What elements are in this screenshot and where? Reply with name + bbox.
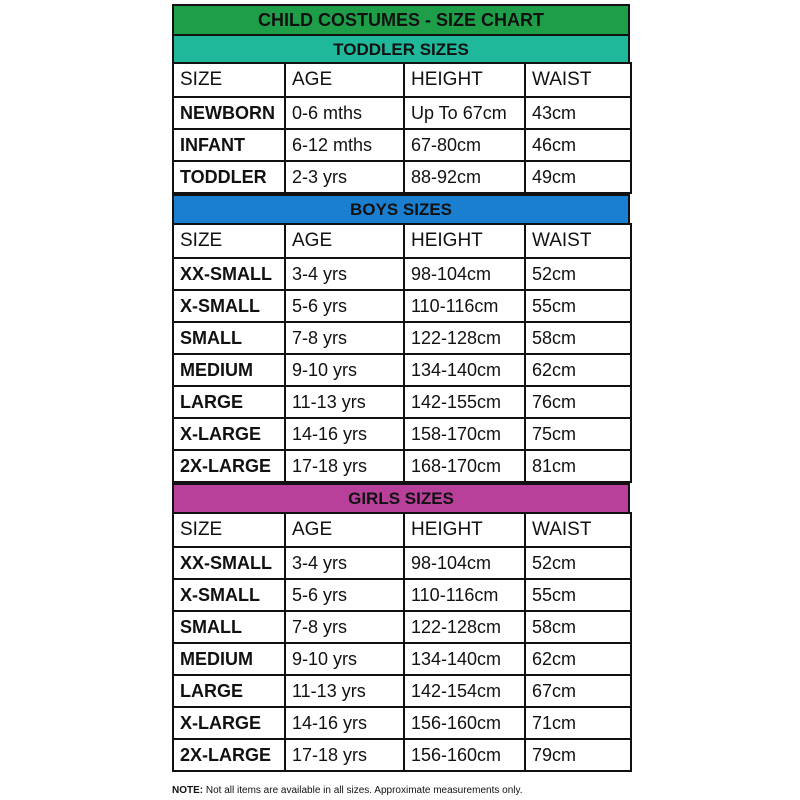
- column-header-waist: WAIST: [525, 63, 631, 97]
- size-cell: 2X-LARGE: [173, 739, 285, 771]
- table-row: [173, 97, 631, 129]
- size-cell: X-SMALL: [173, 579, 285, 611]
- height-cell: 168-170cm: [404, 450, 525, 482]
- age-cell: 2-3 yrs: [285, 161, 404, 193]
- table-row: [173, 258, 631, 290]
- table-row: [173, 739, 631, 771]
- age-cell: 5-6 yrs: [285, 579, 404, 611]
- table-row: [173, 354, 631, 386]
- waist-cell: 58cm: [525, 611, 631, 643]
- height-cell: 98-104cm: [404, 547, 525, 579]
- column-header-age: AGE: [285, 513, 404, 547]
- column-header-age: AGE: [285, 224, 404, 258]
- table-row: [173, 675, 631, 707]
- height-cell: 88-92cm: [404, 161, 525, 193]
- age-cell: 14-16 yrs: [285, 707, 404, 739]
- table-row: [173, 643, 631, 675]
- column-header-age: AGE: [285, 63, 404, 97]
- table-row: [173, 547, 631, 579]
- column-header-size: SIZE: [173, 513, 285, 547]
- age-cell: 9-10 yrs: [285, 354, 404, 386]
- column-header-size: SIZE: [173, 63, 285, 97]
- size-cell: LARGE: [173, 386, 285, 418]
- footnote-label: NOTE:: [172, 785, 204, 796]
- table-row: [173, 129, 631, 161]
- table-header-row: [173, 63, 631, 97]
- height-cell: 158-170cm: [404, 418, 525, 450]
- size-cell: SMALL: [173, 322, 285, 354]
- size-cell: SMALL: [173, 611, 285, 643]
- height-cell: 122-128cm: [404, 611, 525, 643]
- size-cell: MEDIUM: [173, 354, 285, 386]
- size-cell: XX-SMALL: [173, 258, 285, 290]
- waist-cell: 75cm: [525, 418, 631, 450]
- size-chart: [172, 4, 630, 772]
- size-cell: TODDLER: [173, 161, 285, 193]
- age-cell: 5-6 yrs: [285, 290, 404, 322]
- size-cell: X-SMALL: [173, 290, 285, 322]
- table-header-row: [173, 513, 631, 547]
- chart-title: CHILD COSTUMES - SIZE CHART: [172, 4, 630, 34]
- waist-cell: 76cm: [525, 386, 631, 418]
- column-header-waist: WAIST: [525, 513, 631, 547]
- table-row: [173, 161, 631, 193]
- toddler-sizes-table: [172, 62, 632, 194]
- height-cell: 134-140cm: [404, 643, 525, 675]
- height-cell: 142-154cm: [404, 675, 525, 707]
- footnote: [172, 785, 523, 796]
- waist-cell: 52cm: [525, 258, 631, 290]
- height-cell: 156-160cm: [404, 739, 525, 771]
- height-cell: Up To 67cm: [404, 97, 525, 129]
- waist-cell: 46cm: [525, 129, 631, 161]
- waist-cell: 55cm: [525, 579, 631, 611]
- waist-cell: 81cm: [525, 450, 631, 482]
- age-cell: 14-16 yrs: [285, 418, 404, 450]
- table-row: [173, 290, 631, 322]
- height-cell: 134-140cm: [404, 354, 525, 386]
- age-cell: 6-12 mths: [285, 129, 404, 161]
- column-header-height: HEIGHT: [404, 63, 525, 97]
- table-row: [173, 386, 631, 418]
- waist-cell: 43cm: [525, 97, 631, 129]
- table-row: [173, 707, 631, 739]
- age-cell: 17-18 yrs: [285, 450, 404, 482]
- column-header-waist: WAIST: [525, 224, 631, 258]
- size-cell: INFANT: [173, 129, 285, 161]
- table-row: [173, 611, 631, 643]
- age-cell: 11-13 yrs: [285, 386, 404, 418]
- height-cell: 98-104cm: [404, 258, 525, 290]
- table-row: [173, 579, 631, 611]
- age-cell: 17-18 yrs: [285, 739, 404, 771]
- height-cell: 156-160cm: [404, 707, 525, 739]
- waist-cell: 58cm: [525, 322, 631, 354]
- size-cell: MEDIUM: [173, 643, 285, 675]
- waist-cell: 49cm: [525, 161, 631, 193]
- size-cell: LARGE: [173, 675, 285, 707]
- boys-sizes-table: [172, 223, 632, 483]
- height-cell: 110-116cm: [404, 290, 525, 322]
- size-cell: XX-SMALL: [173, 547, 285, 579]
- toddler-sizes-heading: TODDLER SIZES: [172, 34, 630, 62]
- size-cell: 2X-LARGE: [173, 450, 285, 482]
- column-header-size: SIZE: [173, 224, 285, 258]
- age-cell: 3-4 yrs: [285, 547, 404, 579]
- height-cell: 110-116cm: [404, 579, 525, 611]
- footnote-text: Not all items are available in all sizes. Approximate measurements only.: [203, 785, 523, 796]
- table-row: [173, 322, 631, 354]
- size-sections: [172, 34, 630, 772]
- waist-cell: 79cm: [525, 739, 631, 771]
- age-cell: 7-8 yrs: [285, 322, 404, 354]
- size-cell: X-LARGE: [173, 707, 285, 739]
- waist-cell: 62cm: [525, 354, 631, 386]
- table-row: [173, 418, 631, 450]
- height-cell: 142-155cm: [404, 386, 525, 418]
- column-header-height: HEIGHT: [404, 513, 525, 547]
- table-row: [173, 450, 631, 482]
- girls-sizes-heading: GIRLS SIZES: [172, 483, 630, 512]
- waist-cell: 71cm: [525, 707, 631, 739]
- waist-cell: 67cm: [525, 675, 631, 707]
- height-cell: 67-80cm: [404, 129, 525, 161]
- waist-cell: 62cm: [525, 643, 631, 675]
- waist-cell: 52cm: [525, 547, 631, 579]
- height-cell: 122-128cm: [404, 322, 525, 354]
- boys-sizes-heading: BOYS SIZES: [172, 194, 630, 223]
- age-cell: 0-6 mths: [285, 97, 404, 129]
- age-cell: 3-4 yrs: [285, 258, 404, 290]
- column-header-height: HEIGHT: [404, 224, 525, 258]
- table-header-row: [173, 224, 631, 258]
- size-cell: X-LARGE: [173, 418, 285, 450]
- age-cell: 9-10 yrs: [285, 643, 404, 675]
- girls-sizes-table: [172, 512, 632, 772]
- waist-cell: 55cm: [525, 290, 631, 322]
- age-cell: 7-8 yrs: [285, 611, 404, 643]
- size-cell: NEWBORN: [173, 97, 285, 129]
- age-cell: 11-13 yrs: [285, 675, 404, 707]
